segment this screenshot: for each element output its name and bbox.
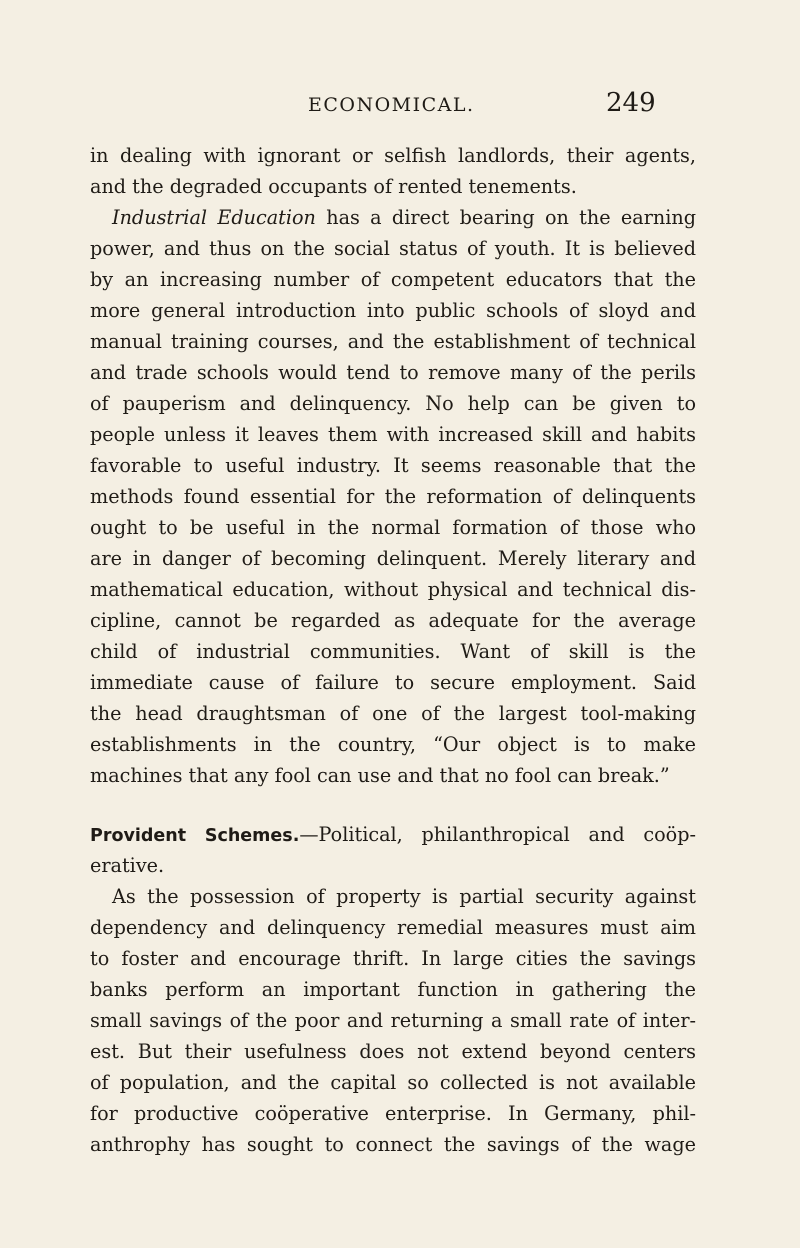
text-line: and trade schools would tend to remove many of the perils [90, 361, 696, 384]
text-line: more general introduction into public schools of sloyd and [90, 299, 696, 322]
text-line: favorable to useful industry. It seems reasonable that the [90, 454, 696, 477]
section-heading-line [90, 819, 696, 850]
text-line: power, and thus on the social status of youth. It is believed [90, 237, 696, 260]
text-line: anthrophy has sought to connect the savings of the wage [90, 1133, 696, 1156]
running-head: ECONOMICAL. [308, 94, 475, 116]
text-line: people unless it leaves them with increased skill and habits [90, 423, 696, 446]
text-line: erative. [90, 854, 165, 877]
text-run: has a direct bearing on the earning [315, 206, 696, 229]
text-line: est. But their usefulness does not extend beyond centers [90, 1040, 696, 1063]
text-line: dependency and delinquency remedial measures must aim [90, 916, 696, 939]
text-line: cipline, cannot be regarded as adequate for the average [90, 609, 696, 632]
text-line: manual training courses, and the establishment of technical [90, 330, 696, 353]
text-line: small savings of the poor and returning a small rate of inter- [90, 1009, 696, 1032]
text-run: —Political, philanthropical and coöp- [299, 823, 696, 846]
section-gap [90, 791, 696, 819]
text-line: of pauperism and delinquency. No help can be given to [90, 392, 696, 415]
page-header [0, 88, 800, 126]
text-line: are in danger of becoming delinquent. Merely literary and [90, 547, 696, 570]
text-line: As the possession of property is partial security against [112, 885, 696, 908]
section-provident-schemes [90, 819, 696, 1160]
text-line: for productive coöperative enterprise. In Germany, phil- [90, 1102, 696, 1125]
text-line: establishments in the country, “Our object is to make [90, 733, 696, 756]
page-number: 249 [606, 88, 656, 118]
text-line: of population, and the capital so collected is not available [90, 1071, 696, 1094]
paragraph-continuation [90, 140, 696, 202]
text-line: in dealing with ignorant or selfish landlords, their agents, [90, 144, 696, 167]
paragraph-industrial-education [90, 202, 696, 791]
text-line: ought to be useful in the normal formation of those who [90, 516, 696, 539]
body-text [90, 140, 696, 1160]
text-line: the head draughtsman of one of the largest tool-making [90, 702, 696, 725]
text-line: child of industrial communities. Want of skill is the [90, 640, 696, 663]
text-line: mathematical education, without physical and technical dis- [90, 578, 696, 601]
text-line: and the degraded occupants of rented tenements. [90, 175, 577, 198]
text-line: methods found essential for the reformation of delinquents [90, 485, 696, 508]
text-line: by an increasing number of competent educators that the [90, 268, 696, 291]
text-line: machines that any fool can use and that no fool can break.” [90, 764, 670, 787]
section-heading: Provident Schemes. [90, 826, 300, 846]
italic-lead: Industrial Education [112, 206, 316, 229]
text-line: to foster and encourage thrift. In large cities the savings [90, 947, 696, 970]
text-line: immediate cause of failure to secure employment. Said [90, 671, 696, 694]
text-line [90, 202, 696, 233]
text-line: banks perform an important function in gathering the [90, 978, 696, 1001]
